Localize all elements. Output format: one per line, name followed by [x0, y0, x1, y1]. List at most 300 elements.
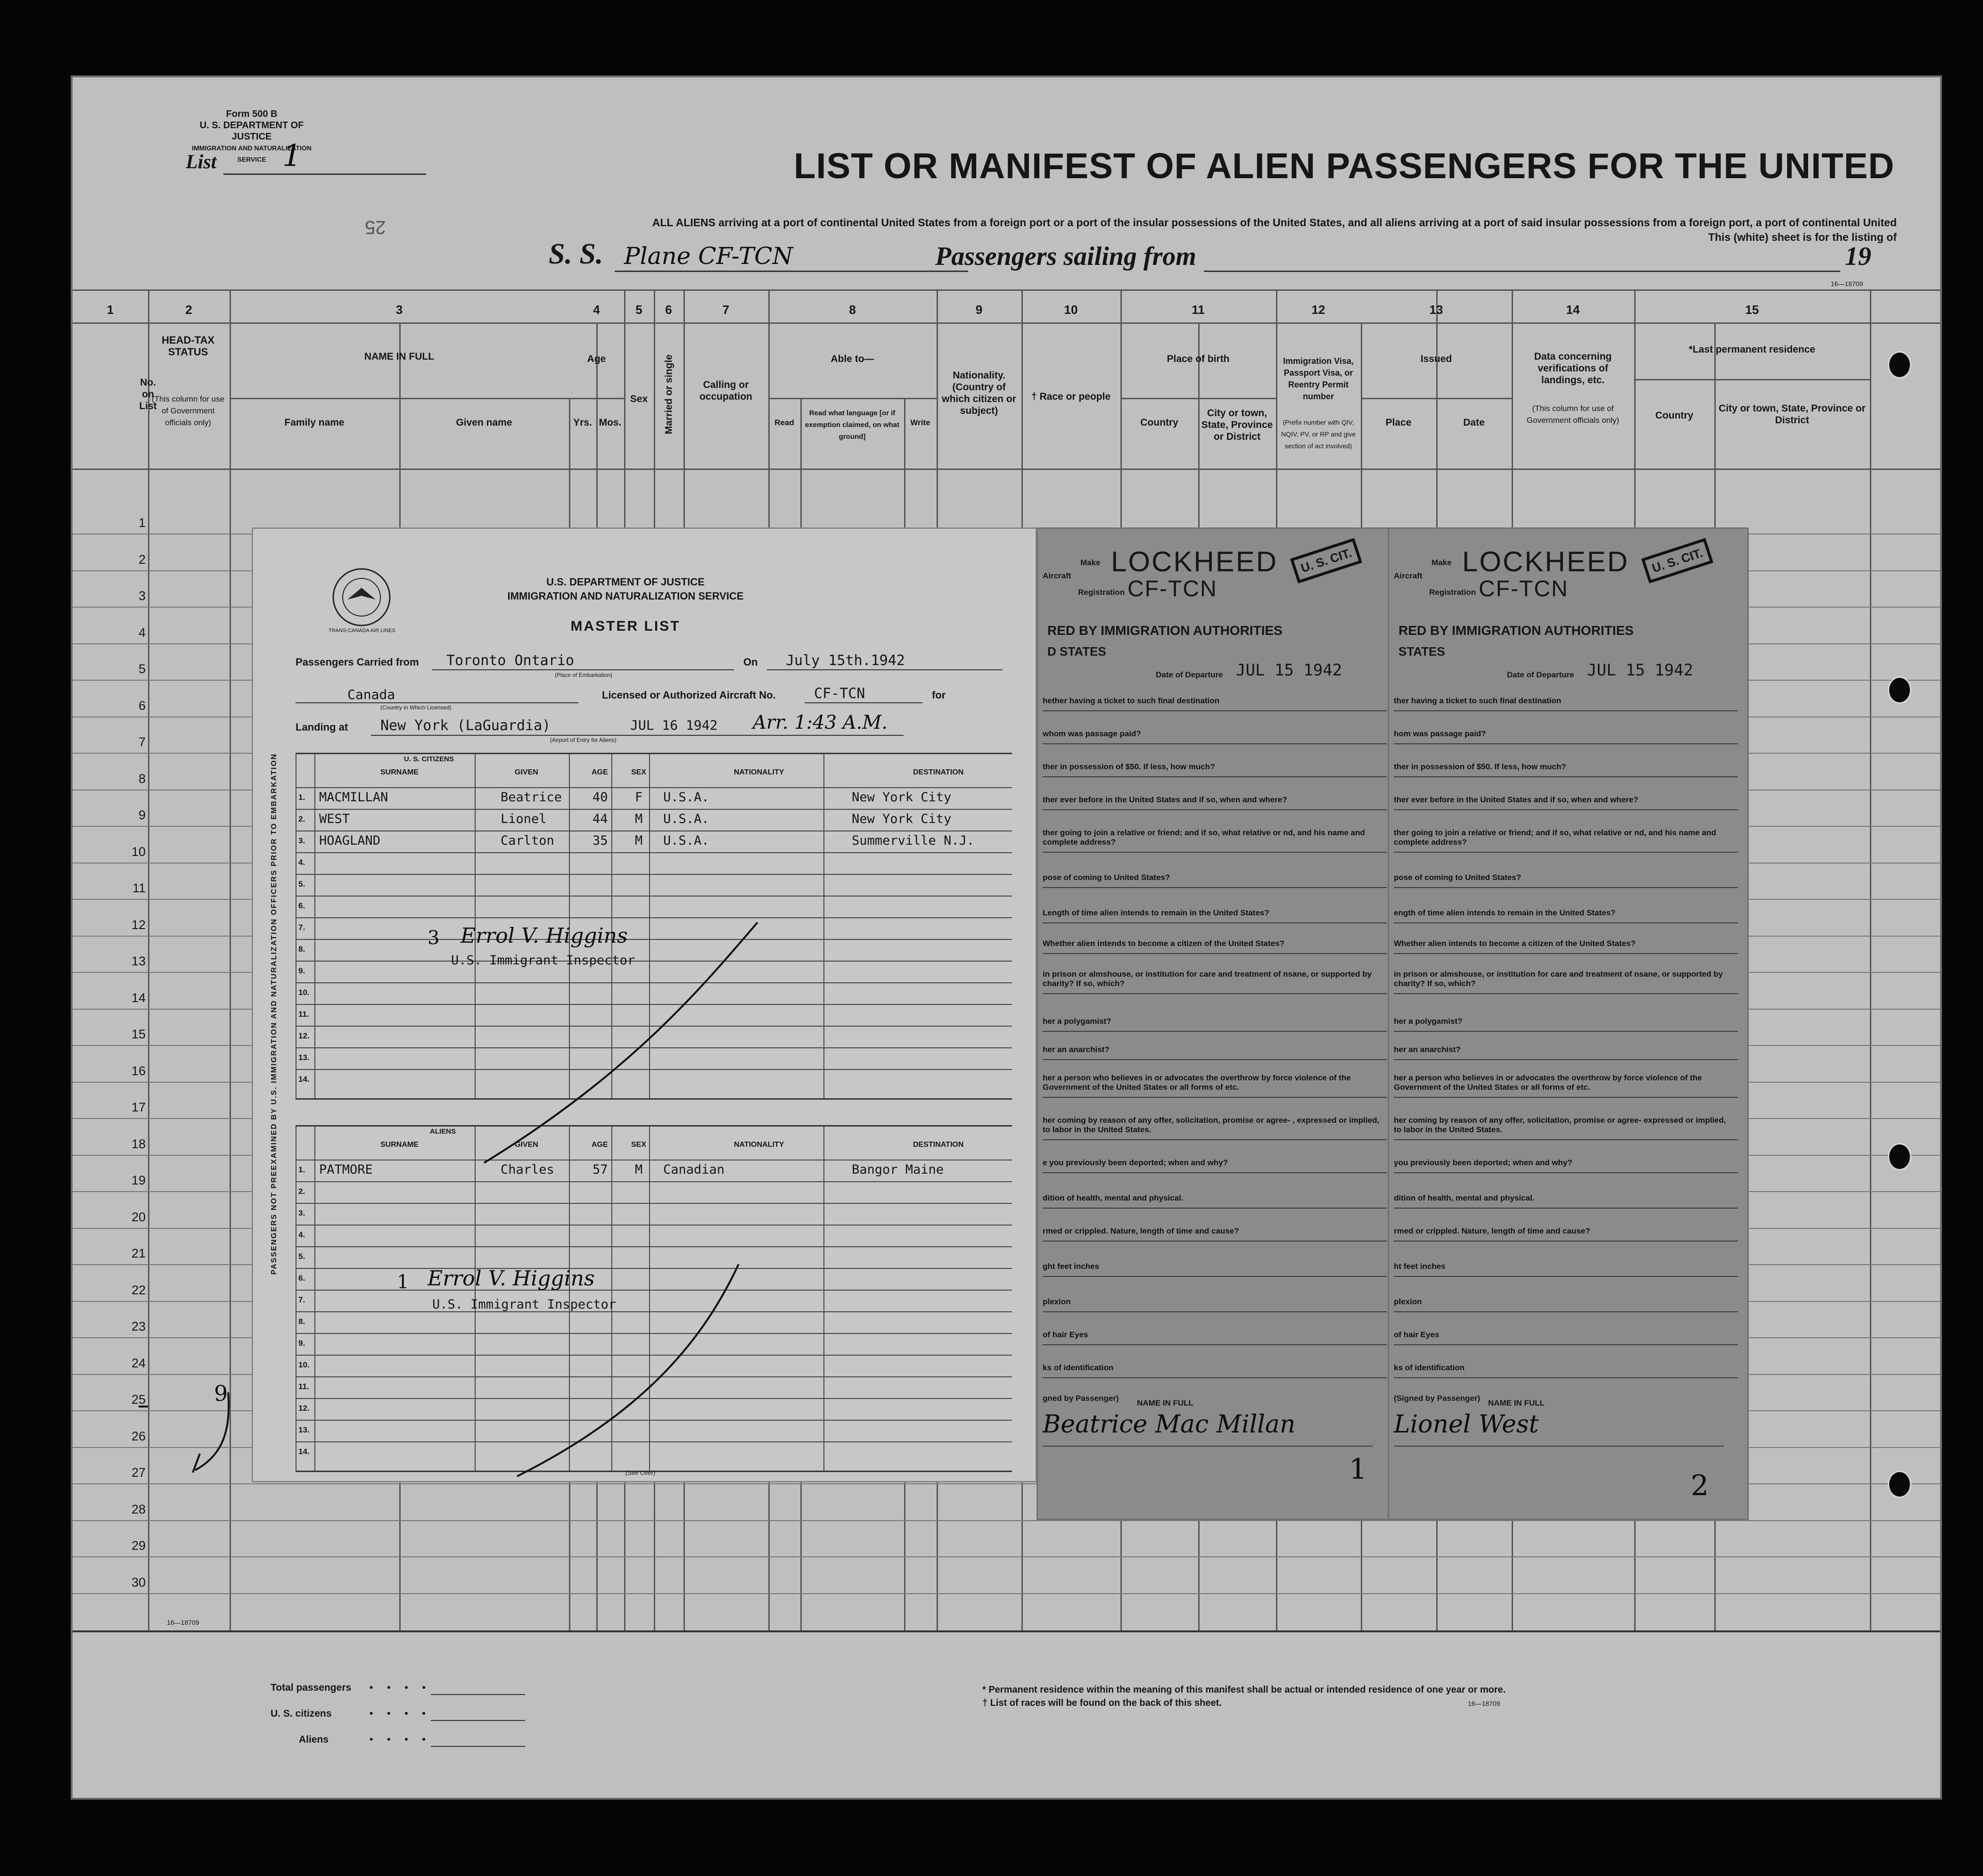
ml-given-cell: Charles — [501, 1162, 554, 1177]
print-code-right: 16—18709 — [1468, 1700, 1500, 1707]
row-number: 2 — [138, 552, 146, 567]
row-number: 10 — [131, 844, 146, 859]
ml-row-label: 7. — [298, 923, 305, 932]
ml-aircraft-underline — [805, 702, 922, 703]
row-number: 27 — [131, 1465, 146, 1480]
subheader-line — [768, 398, 937, 399]
col-5-number: 5 — [635, 303, 642, 317]
subheader-line — [1361, 398, 1512, 399]
citizens-caption: U. S. CITIZENS — [404, 755, 454, 763]
col-13-number: 13 — [1429, 303, 1443, 317]
ml-sex-cell: M — [635, 833, 643, 848]
card-question: ther ever before in the United States and if so, when and where? — [1394, 795, 1638, 804]
ml-nationality-cell: U.S.A. — [663, 833, 709, 848]
ml-landing-label: Landing at — [296, 721, 348, 733]
card-question: e you previously been deported; when and why? — [1043, 1158, 1228, 1167]
col-2-note: (This column for use of Government officials only) — [152, 395, 224, 427]
row-number: 11 — [132, 881, 146, 895]
card-question: dition of health, mental and physical. — [1043, 1193, 1184, 1202]
citizens-cancel-stroke — [479, 918, 762, 1168]
card-question: ks of identification — [1043, 1363, 1114, 1372]
sailing-label: Passengers sailing from — [935, 242, 1196, 271]
col-13-date: Date — [1463, 417, 1485, 428]
col-11-label: Place of birth — [1167, 354, 1230, 364]
col-9-label: Nationality. (Country of which citizen or subject) — [942, 370, 1016, 416]
ml-row-line — [296, 1181, 1012, 1182]
col-8-language: Read what language [or if exemption claimed, on what ground] — [805, 409, 900, 441]
col-2-label: HEAD-TAX STATUS — [161, 334, 215, 358]
card-heading-2: D STATES — [1047, 644, 1106, 658]
ml-row-label: 12. — [298, 1031, 310, 1040]
subtitle-line-2: This (white) sheet is for the listing of — [1708, 231, 1897, 243]
header-rule-bottom — [73, 469, 1940, 470]
card-question: Length of time alien intends to remain in the United States? — [1043, 908, 1269, 917]
card-departure-label: Date of Departure — [1156, 670, 1223, 679]
ml-age-cell: 40 — [592, 790, 608, 805]
card-status-stamp: U. S. CIT. — [1290, 538, 1362, 584]
aliens-cancel-stroke — [508, 1259, 743, 1481]
ml-given-cell: Beatrice — [501, 790, 562, 805]
card-question: her a polygamist? — [1394, 1017, 1463, 1026]
card-registration-value: CF-TCN — [1127, 576, 1218, 601]
ml-dept: U.S. DEPARTMENT OF JUSTICE — [546, 576, 705, 588]
ml-row-label: 9. — [298, 966, 305, 975]
ml-row-label: 8. — [298, 1317, 305, 1326]
ml-age-cell: 44 — [592, 812, 608, 826]
ml-destination-cell: New York City — [852, 790, 952, 805]
col-12-note: (Prefix number with QIV, NQIV, PV, or RP and give section of act involved) — [1281, 419, 1356, 450]
row-number: 5 — [138, 662, 146, 676]
card-departure-value: JUL 15 1942 — [1236, 661, 1342, 680]
ml-country-underline — [296, 702, 578, 703]
card-question: hom was passage paid? — [1394, 729, 1486, 738]
ship-name: Plane CF-TCN — [624, 242, 793, 270]
card-answer-line — [1394, 1172, 1738, 1173]
ml-carried-underline — [432, 669, 734, 670]
card-question: ther in possession of $50. If less, how much? — [1394, 762, 1566, 771]
ml-surname-cell: WEST — [319, 812, 350, 826]
list-number: 1 — [282, 139, 302, 173]
card-make-label: Make — [1080, 558, 1101, 567]
row-number: 18 — [131, 1136, 146, 1151]
ml-on-label: On — [743, 656, 758, 668]
ml-for-label: for — [932, 689, 946, 701]
ml-age-cell: 35 — [592, 833, 608, 848]
us-citizens-label: U. S. citizens — [271, 1708, 332, 1719]
aliens-line — [431, 1746, 525, 1747]
ml-on-date: July 15th.1942 — [786, 652, 905, 669]
citizens-signature: Errol V. Higgins — [461, 924, 628, 948]
card-question: of hair Eyes — [1394, 1330, 1440, 1339]
ml-landing-underline — [371, 735, 904, 736]
card-question: ther having a ticket to such final destination — [1394, 696, 1562, 705]
ml-h2-age: AGE — [592, 1141, 608, 1149]
ml-h-age: AGE — [592, 768, 608, 776]
col-2-number: 2 — [185, 303, 192, 317]
card-make-value: LOCKHEED — [1111, 546, 1278, 577]
ml-row-label: 11. — [298, 1010, 309, 1019]
col-15-number: 15 — [1745, 303, 1759, 317]
ml-surname-cell: PATMORE — [319, 1162, 373, 1177]
card-heading-1: RED BY IMMIGRATION AUTHORITIES — [1399, 623, 1634, 638]
card-answer-line — [1394, 710, 1738, 711]
card-answer-line — [1394, 887, 1738, 888]
body-rule-bottom — [73, 1630, 1940, 1632]
card-answer-line — [1043, 1031, 1387, 1032]
card-answer-line — [1394, 776, 1738, 777]
binder-hole-2 — [1888, 676, 1911, 704]
row-number: 26 — [131, 1429, 146, 1443]
row-number: 12 — [131, 917, 146, 932]
card-answer-line — [1043, 1172, 1387, 1173]
ml-row-label: 6. — [298, 901, 305, 910]
row-number: 7 — [138, 735, 146, 749]
ml-column-line — [314, 754, 315, 1098]
col-6-number: 6 — [665, 303, 672, 317]
ml-row-line — [296, 896, 1012, 897]
card-question: ength of time alien intends to remain in the United States? — [1394, 908, 1616, 917]
col-11-city: City or town, State, Province or District — [1201, 408, 1273, 442]
card-number: 1 — [1349, 1453, 1367, 1486]
ship-prefix: S. S. — [549, 238, 603, 270]
card-answer-line — [1394, 1097, 1738, 1098]
col-12-number: 12 — [1311, 303, 1325, 317]
card-question: ther ever before in the United States and if so, when and where? — [1043, 795, 1287, 804]
card-registration-label: Registration — [1429, 588, 1476, 597]
card-question: in prison or almshouse, or institution for care and treatment of nsane, or supported by charity? If so, which? — [1043, 970, 1372, 988]
ml-given-cell: Carlton — [501, 833, 554, 848]
card-question: ht feet inches — [1394, 1262, 1446, 1271]
card-question: rmed or crippled. Nature, length of time and cause? — [1394, 1226, 1590, 1235]
subheader-line — [1120, 398, 1276, 399]
master-list-card — [252, 527, 1037, 1482]
ml-row-line — [296, 1225, 1012, 1226]
ml-arrival-time: Arr. 1:43 A.M. — [753, 712, 888, 733]
col-4-label: Age — [587, 354, 606, 364]
aliens-count: 1 — [397, 1271, 409, 1293]
ml-h2-destination: DESTINATION — [913, 1141, 964, 1149]
ml-row-label: 13. — [298, 1053, 310, 1062]
col-8-read: Read — [774, 418, 794, 427]
row-number: 30 — [131, 1575, 146, 1589]
card-question: plexion — [1394, 1297, 1422, 1306]
card-heading-2: STATES — [1399, 644, 1445, 658]
card-answer-line — [1043, 1139, 1387, 1140]
card-answer-line — [1043, 1208, 1387, 1209]
binder-hole-1 — [1888, 351, 1911, 378]
manifest-title: LIST OR MANIFEST OF ALIEN PASSENGERS FOR THE UNITED — [794, 146, 1895, 186]
card-answer-line — [1394, 743, 1738, 744]
ml-row-line — [296, 809, 1012, 810]
row-number: 22 — [131, 1283, 146, 1297]
department-name: U. S. DEPARTMENT OF JUSTICE — [199, 120, 304, 142]
card-answer-line — [1394, 1208, 1738, 1209]
card-question: her a person who believes in or advocates the overthrow by force violence of the Government of the United States or all forms of etc. — [1394, 1073, 1702, 1092]
row-number: 17 — [131, 1100, 146, 1114]
card-question: ther going to join a relative or friend; and if so, what relative or nd, and his name and complete address? — [1394, 828, 1716, 847]
aliens-signature: Errol V. Higgins — [428, 1267, 595, 1291]
card-signed-label: (Signed by Passenger) — [1394, 1394, 1481, 1403]
ml-destination-cell: Summerville N.J. — [852, 833, 975, 848]
card-answer-line — [1394, 1241, 1738, 1242]
ship-underline — [615, 271, 968, 272]
col-4-number: 4 — [593, 303, 600, 317]
ml-column-line — [823, 754, 824, 1098]
card-answer-line — [1043, 776, 1387, 777]
airline-seal-text: TRANS-CANADA AIR LINES — [329, 628, 395, 634]
airline-seal-icon — [331, 567, 392, 628]
col-12-label: Immigration Visa, Passport Visa, or Reentry Permit number — [1283, 356, 1354, 401]
card-answer-line — [1394, 1276, 1738, 1277]
ml-nationality-cell: Canadian — [663, 1162, 725, 1177]
ml-row-label: 10. — [298, 1360, 310, 1369]
card-question: her coming by reason of any offer, solicitation, promise or agree- expressed or implied, to labor in the United States. — [1394, 1116, 1726, 1134]
row-number: 19 — [131, 1173, 146, 1187]
ml-sex-cell: F — [635, 790, 643, 805]
card-question: whom was passage paid? — [1043, 729, 1141, 738]
binder-hole-4 — [1888, 1471, 1911, 1498]
ml-column-line — [823, 1127, 824, 1471]
row-number: 20 — [131, 1210, 146, 1224]
card-answer-line — [1043, 993, 1387, 994]
ml-landing-date: JUL 16 1942 — [630, 717, 718, 733]
ml-h-sex: SEX — [631, 768, 647, 776]
row-line — [73, 1593, 1940, 1594]
ml-surname-cell: MACMILLAN — [319, 790, 388, 805]
row-number: 16 — [131, 1063, 146, 1078]
card-question: in prison or almshouse, or institution for care and treatment of nsane, or supported by charity? If so, which? — [1394, 970, 1723, 988]
ml-row-label: 12. — [298, 1404, 310, 1413]
list-label: List — [186, 151, 217, 173]
card-answer-line — [1043, 953, 1387, 954]
col-11-number: 11 — [1192, 303, 1205, 317]
subtitle-line-1: ALL ALIENS arriving at a port of continental United States from a foreign port or a port of the insular possessions of the United States, and all aliens arriving at a port of said insular possessions from a foreign port, a port of continental United — [652, 216, 1897, 229]
col-8-label: Able to— — [831, 354, 874, 364]
card-answer-line — [1394, 1344, 1738, 1345]
card-departure-value: JUL 15 1942 — [1587, 661, 1694, 680]
ml-row-label: 13. — [298, 1425, 310, 1434]
passenger-card-1 — [1037, 527, 1402, 1520]
card-make-label: Make — [1432, 558, 1452, 567]
header-rule-numbers — [73, 322, 1940, 324]
card-make-value: LOCKHEED — [1462, 546, 1629, 577]
card-status-stamp: U. S. CIT. — [1641, 538, 1713, 584]
row-number: 9 — [138, 808, 146, 822]
ml-h2-given: GIVEN — [515, 1141, 538, 1149]
row-number: 23 — [131, 1319, 146, 1333]
col-4-yrs: Yrs. — [573, 417, 592, 428]
aliens-caption: ALIENS — [430, 1127, 456, 1135]
row-number: 21 — [131, 1246, 146, 1260]
ml-row-label: 2. — [298, 1187, 305, 1196]
card-question: ther in possession of $50. If less, how much? — [1043, 762, 1215, 771]
ml-row-label: 6. — [298, 1274, 305, 1283]
col-3-number: 3 — [395, 303, 403, 317]
print-code-left: 16—18709 — [167, 1619, 199, 1626]
card-answer-line — [1043, 1311, 1387, 1312]
ml-h-given: GIVEN — [515, 768, 538, 776]
card-question: plexion — [1043, 1297, 1071, 1306]
card-answer-line — [1043, 1276, 1387, 1277]
citizens-count: 3 — [428, 927, 440, 949]
citizens-inspector: U.S. Immigrant Inspector — [451, 953, 635, 968]
card-answer-line — [1394, 993, 1738, 994]
card-answer-line — [1043, 1241, 1387, 1242]
footnote-races: † List of races will be found on the back of this sheet. — [982, 1698, 1222, 1708]
ml-row-label: 8. — [298, 945, 305, 954]
card-signature: Lionel West — [1394, 1410, 1539, 1439]
col-15-city: City or town, State, Province or District — [1719, 403, 1866, 426]
card-question: you previously been deported; when and why? — [1394, 1158, 1572, 1167]
card-signature-line — [1394, 1446, 1724, 1447]
ml-row-label: 7. — [298, 1295, 305, 1304]
subheader-line — [1634, 379, 1870, 380]
header-rule-top — [73, 289, 1940, 291]
col-5-label: Sex — [630, 394, 648, 404]
card-question: ks of identification — [1394, 1363, 1465, 1372]
binder-hole-3 — [1888, 1143, 1911, 1170]
ml-surname-cell: HOAGLAND — [319, 833, 381, 848]
card-answer-line — [1043, 710, 1387, 711]
ml-carried-from-label: Passengers Carried from — [296, 656, 419, 668]
row-number: 29 — [131, 1539, 146, 1553]
col-3-family: Family name — [284, 417, 345, 428]
ml-h2-surname: SURNAME — [380, 1141, 419, 1149]
ml-see-over: (See Over) — [625, 1469, 656, 1476]
ml-country-note: (Country in Which Licensed) — [380, 704, 452, 711]
citizens-line — [431, 1720, 525, 1721]
form-number: Form 500 B — [226, 109, 278, 119]
ml-row-label: 9. — [298, 1339, 305, 1348]
card-question: pose of coming to United States? — [1394, 873, 1522, 882]
card-answer-line — [1394, 852, 1738, 853]
col-7-number: 7 — [722, 303, 730, 317]
ml-row-line — [296, 1246, 1012, 1247]
service-name: IMMIGRATION AND NATURALIZATION SERVICE — [192, 144, 312, 163]
card-answer-line — [1043, 1377, 1387, 1378]
card-answer-line — [1043, 1344, 1387, 1345]
card-answer-line — [1043, 743, 1387, 744]
card-question: her an anarchist? — [1043, 1045, 1110, 1054]
passenger-card-2 — [1388, 527, 1749, 1520]
card-question: her a person who believes in or advocates the overthrow by force violence of the Government of the United States or all forms of etc. — [1043, 1073, 1351, 1092]
col-3-given: Given name — [456, 417, 512, 428]
ml-aircraft: CF-TCN — [814, 685, 865, 702]
row-number: 24 — [131, 1356, 146, 1370]
col-13-label: Issued — [1420, 354, 1452, 364]
ml-h2-nationality: NATIONALITY — [734, 1141, 784, 1149]
card-answer-line — [1043, 1097, 1387, 1098]
card-question: her coming by reason of any offer, solicitation, promise or agree- , expressed or implied, to labor in the United States. — [1043, 1116, 1380, 1134]
ml-row-label: 1. — [298, 1165, 305, 1174]
ml-destination-cell: New York City — [852, 812, 952, 826]
margin-tally: 9 — [214, 1381, 228, 1406]
ml-age-cell: 57 — [592, 1162, 608, 1177]
row-number: 15 — [131, 1027, 146, 1041]
card-question: ther going to join a relative or friend; and if so, what relative or nd, and his name and complete address? — [1043, 828, 1365, 847]
card-answer-line — [1394, 809, 1738, 810]
card-question: her an anarchist? — [1394, 1045, 1461, 1054]
card-name-label: NAME IN FULL — [1488, 1399, 1545, 1407]
col-8-write: Write — [910, 418, 930, 427]
aliens-inspector: U.S. Immigrant Inspector — [432, 1297, 617, 1312]
ml-licensed-label: Licensed or Authorized Aircraft No. — [602, 689, 776, 701]
card-answer-line — [1394, 922, 1738, 923]
footnote-residence: * Permanent residence within the meaning of this manifest shall be actual or intended residence of one year or more. — [982, 1685, 1506, 1695]
aliens-label: Aliens — [299, 1734, 329, 1745]
ml-title: MASTER LIST — [570, 618, 681, 634]
col-7-label: Calling or occupation — [699, 379, 752, 402]
card-aircraft-label: Aircraft — [1394, 571, 1423, 580]
row-number: 8 — [138, 771, 146, 786]
ml-nationality-cell: U.S.A. — [663, 790, 709, 805]
ml-given-cell: Lionel — [501, 812, 547, 826]
ml-row-label: 1. — [298, 793, 305, 802]
total-dots: • • • • — [370, 1682, 431, 1693]
ml-h2-sex: SEX — [631, 1141, 647, 1149]
card-answer-line — [1394, 1031, 1738, 1032]
card-question: her a polygamist? — [1043, 1017, 1111, 1026]
ml-country: Canada — [347, 687, 395, 702]
aliens-dots: • • • • — [370, 1734, 431, 1745]
print-code-top: 16—18709 — [1831, 280, 1863, 288]
ml-side-note: PASSENGERS NOT PREEXAMINED BY U.S. IMMIGRATION AND NATURALIZATION OFFICERS PRIOR TO EMBARKATION — [270, 753, 278, 1275]
sailing-underline — [1204, 271, 1840, 272]
row-number: 14 — [131, 990, 146, 1005]
column-line — [1870, 289, 1871, 1630]
card-signature: Beatrice Mac Millan — [1043, 1410, 1296, 1439]
ml-nationality-cell: U.S.A. — [663, 812, 709, 826]
row-number: 1 — [138, 516, 146, 530]
ml-on-underline — [767, 669, 1003, 670]
stray-number: 25 — [365, 217, 386, 238]
row-number: 13 — [131, 954, 146, 968]
col-3-label: NAME IN FULL — [364, 351, 435, 362]
ml-row-label: 14. — [298, 1447, 310, 1456]
row-number: 4 — [138, 625, 146, 640]
card-answer-line — [1043, 887, 1387, 888]
card-question: dition of health, mental and physical. — [1394, 1193, 1535, 1202]
card-answer-line — [1043, 852, 1387, 853]
ml-row-label: 10. — [298, 988, 310, 997]
card-question: hether having a ticket to such final destination — [1043, 696, 1220, 705]
ml-h-nationality: NATIONALITY — [734, 768, 784, 776]
subheader-line — [569, 398, 624, 399]
card-number: 2 — [1691, 1469, 1709, 1502]
ml-landing: New York (LaGuardia) — [380, 717, 551, 734]
col-1-label: No. on List — [139, 377, 157, 411]
col-9-number: 9 — [975, 303, 983, 317]
ml-carried-from: Toronto Ontario — [446, 652, 574, 669]
ml-row-label: 4. — [298, 1230, 305, 1239]
card-heading-1: RED BY IMMIGRATION AUTHORITIES — [1047, 623, 1283, 638]
card-answer-line — [1043, 809, 1387, 810]
card-answer-line — [1394, 1059, 1738, 1060]
citizens-dots: • • • • — [370, 1708, 431, 1719]
ml-h-surname: SURNAME — [380, 768, 419, 776]
card-signature-line — [1043, 1446, 1373, 1447]
total-line — [431, 1694, 525, 1695]
col-14-label: Data concerning verifications of landings, etc. — [1534, 351, 1612, 386]
total-passengers-label: Total passengers — [271, 1682, 352, 1693]
ml-row-label: 5. — [298, 880, 305, 889]
row-number: 28 — [131, 1502, 146, 1516]
ml-row-line — [296, 1203, 1012, 1204]
col-14-note: (This column for use of Government officials only) — [1526, 404, 1620, 425]
card-aircraft-label: Aircraft — [1043, 571, 1071, 580]
ml-row-label: 4. — [298, 858, 305, 867]
ml-row-label: 3. — [298, 1209, 305, 1218]
